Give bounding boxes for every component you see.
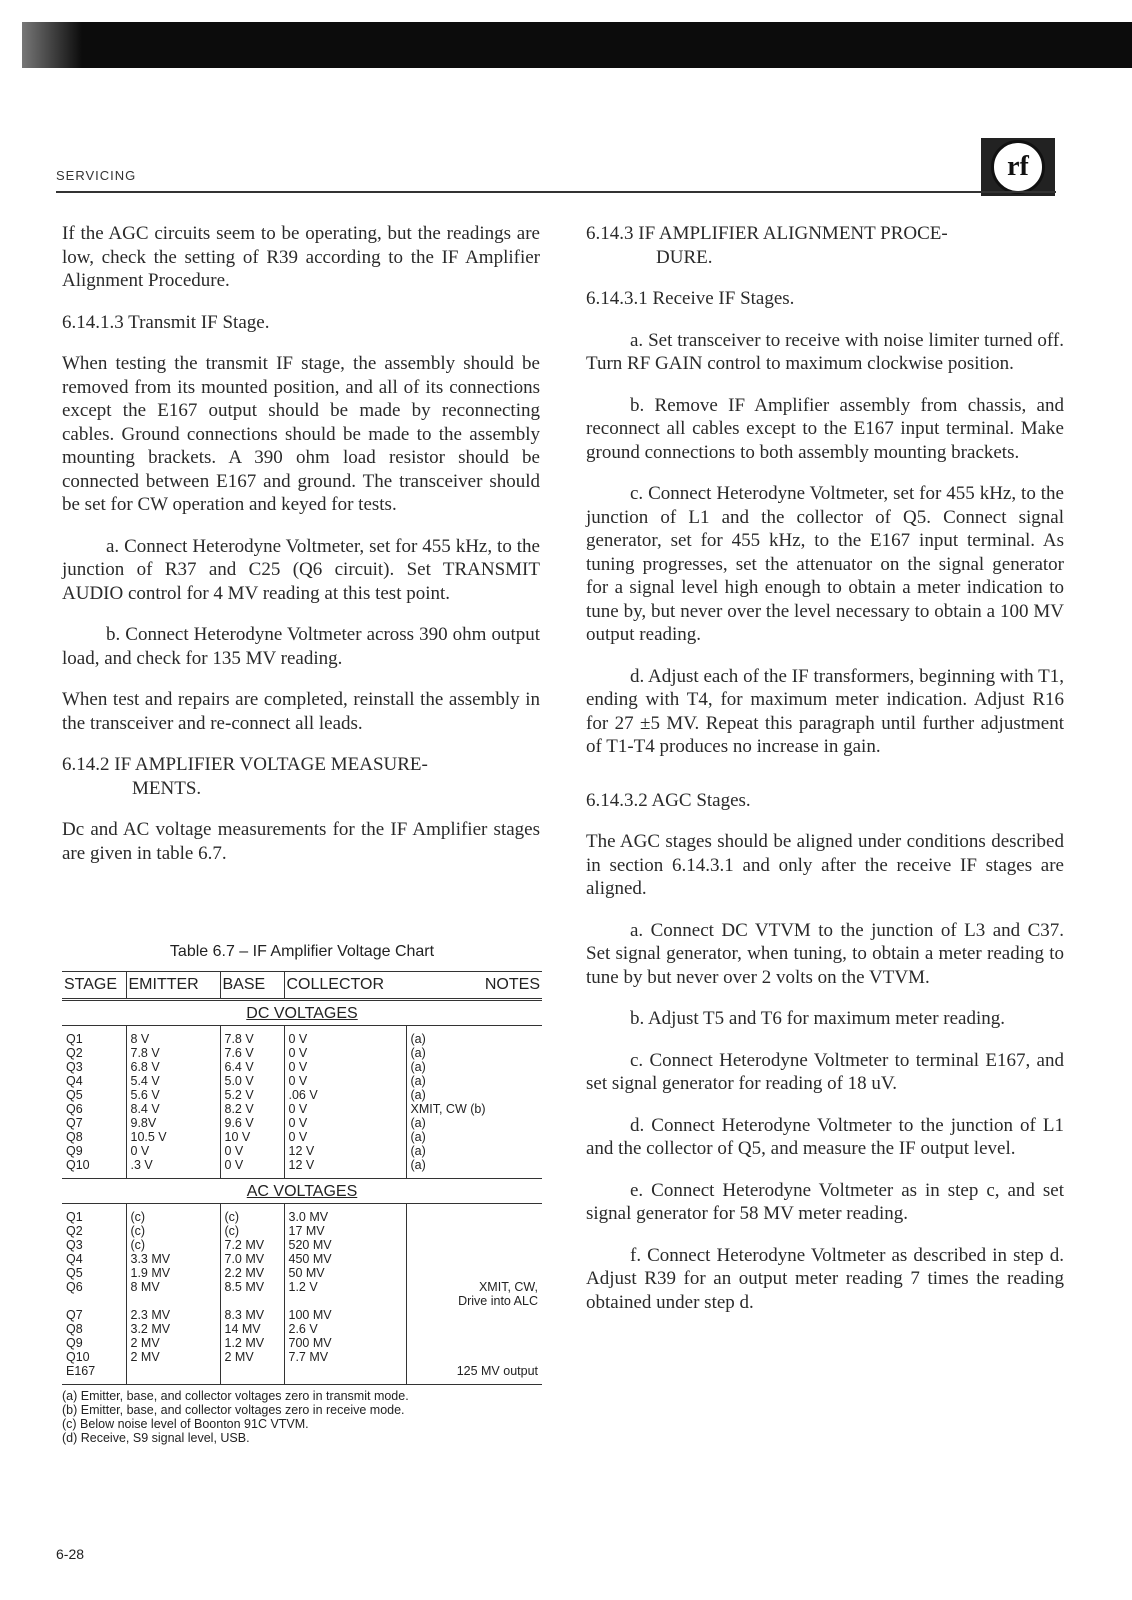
- subsection-heading: 6.14.3.1 Receive IF Stages.: [586, 288, 795, 309]
- collector-cell: 3.0 MV: [284, 1204, 406, 1225]
- collector-cell: 450 MV: [284, 1252, 406, 1266]
- base-cell: 2.2 MV: [220, 1266, 284, 1280]
- collector-cell: 0 V: [284, 1130, 406, 1144]
- ac-voltages-title: AC VOLTAGES: [62, 1179, 542, 1204]
- base-cell: [220, 1364, 284, 1385]
- stage-cell: Q2: [66, 1224, 83, 1238]
- stage-cell: [62, 1294, 126, 1308]
- table-row: [62, 1046, 542, 1060]
- collector-cell: 7.7 MV: [284, 1350, 406, 1364]
- base-cell: 7.0 MV: [220, 1252, 284, 1266]
- base-cell: 8.3 MV: [220, 1308, 284, 1322]
- emitter-cell: 8 MV: [126, 1280, 220, 1294]
- emitter-cell: [126, 1364, 220, 1385]
- collector-cell: 700 MV: [284, 1336, 406, 1350]
- table-row: [62, 1088, 542, 1102]
- base-cell: [220, 1294, 284, 1308]
- notes-cell: (a): [406, 1026, 542, 1047]
- emitter-cell: .3 V: [126, 1158, 220, 1179]
- collector-cell: 0 V: [284, 1116, 406, 1130]
- collector-cell: 0 V: [284, 1046, 406, 1060]
- collector-cell: 12 V: [284, 1158, 406, 1179]
- notes-cell: [406, 1350, 542, 1364]
- table-row: [62, 1130, 542, 1144]
- section-heading: [586, 222, 1064, 269]
- base-cell: 0 V: [220, 1144, 284, 1158]
- base-cell: 5.2 V: [220, 1088, 284, 1102]
- stage-cell: Q1: [66, 1032, 83, 1046]
- collector-cell: [284, 1364, 406, 1385]
- emitter-cell: (c): [126, 1238, 220, 1252]
- table-row: [62, 1074, 542, 1088]
- table-caption: Table 6.7 – IF Amplifier Voltage Chart: [169, 943, 435, 960]
- step-a: a. Connect DC VTVM to the junction of L3 and C37. Set signal generator, when tuning, to obtain a meter reading to tune by but never over 2 volts on the VTVM.: [586, 919, 1064, 988]
- heading-line-1: 6.14.3 IF AMPLIFIER ALIGNMENT PROCE-: [586, 223, 948, 244]
- heading-line-2: MENTS.: [132, 777, 202, 799]
- stage-cell: Q4: [66, 1074, 83, 1088]
- base-cell: 7.6 V: [220, 1046, 284, 1060]
- heading-line-2: DURE.: [656, 246, 713, 268]
- stage-cell: Q1: [66, 1210, 83, 1224]
- emitter-cell: (c): [126, 1224, 220, 1238]
- notes-cell: (a): [406, 1060, 542, 1074]
- notes-cell: (a): [406, 1130, 542, 1144]
- notes-cell: XMIT, CW,: [406, 1280, 542, 1294]
- table-row: [62, 1322, 542, 1336]
- emitter-cell: 6.8 V: [126, 1060, 220, 1074]
- notes-cell: [406, 1308, 542, 1322]
- emitter-cell: 0 V: [126, 1144, 220, 1158]
- stage-cell: Q8: [66, 1130, 83, 1144]
- base-cell: 10 V: [220, 1130, 284, 1144]
- collector-cell: .06 V: [284, 1088, 406, 1102]
- stage-cell: Q7: [66, 1116, 83, 1130]
- notes-cell: XMIT, CW (b): [406, 1102, 542, 1116]
- collector-cell: 100 MV: [284, 1308, 406, 1322]
- notes-cell: [406, 1238, 542, 1252]
- stage-cell: Q9: [66, 1336, 83, 1350]
- emitter-cell: 9.8V: [126, 1116, 220, 1130]
- stage-cell: Q6: [66, 1280, 83, 1294]
- step-b: b. Adjust T5 and T6 for maximum meter reading.: [630, 1008, 1006, 1029]
- collector-cell: 17 MV: [284, 1224, 406, 1238]
- stage-cell: E167: [62, 1364, 126, 1385]
- emitter-cell: 7.8 V: [126, 1046, 220, 1060]
- notes-cell: (a): [406, 1046, 542, 1060]
- notes-cell: (a): [406, 1074, 542, 1088]
- stage-cell: Q8: [66, 1322, 83, 1336]
- table-row: [62, 1280, 542, 1294]
- subsection-heading: 6.14.1.3 Transmit IF Stage.: [62, 311, 270, 333]
- page-number: 6-28: [56, 1546, 85, 1562]
- table-row: [62, 1308, 542, 1322]
- table-row: [62, 1116, 542, 1130]
- stage-cell: Q5: [66, 1266, 83, 1280]
- base-cell: 8.5 MV: [220, 1280, 284, 1294]
- table-row: [62, 1364, 542, 1385]
- collector-cell: 0 V: [284, 1074, 406, 1088]
- stage-cell: Q7: [66, 1308, 83, 1322]
- footnote: (b) Emitter, base, and collector voltages zero in receive mode.: [62, 1403, 405, 1417]
- header-bar-fade: [22, 22, 82, 68]
- emitter-cell: 1.9 MV: [126, 1266, 220, 1280]
- section-heading: [62, 753, 540, 800]
- collector-cell: 520 MV: [284, 1238, 406, 1252]
- collector-cell: 0 V: [284, 1060, 406, 1074]
- subsection-heading: 6.14.3.2 AGC Stages.: [586, 789, 751, 811]
- stage-cell: Q3: [66, 1238, 83, 1252]
- table-row: [62, 1350, 542, 1364]
- header-notes: NOTES: [406, 972, 542, 1000]
- base-cell: 14 MV: [220, 1322, 284, 1336]
- right-column: [586, 222, 1064, 1332]
- header-base: BASE: [220, 972, 284, 1000]
- voltage-table: [62, 971, 542, 1385]
- table-row: [62, 1102, 542, 1116]
- table-row: [62, 1266, 542, 1280]
- step-c: c. Connect Heterodyne Voltmeter to terminal E167, and set signal generator for reading of 18 uV.: [586, 1049, 1064, 1094]
- table-row: [62, 1252, 542, 1266]
- step-a: a. Set transceiver to receive with noise limiter turned off. Turn RF GAIN control to maximum clockwise position.: [586, 329, 1064, 374]
- paragraph: When testing the transmit IF stage, the assembly should be removed from its mounted position, and all of its connections except the E167 output should be made by reconnecting cables. Ground connections should be made to the assembly mounting brackets. A 390 ohm load resistor should be connected between E167 and ground. The transceiver should be set for CW operation and keyed for tests.: [62, 353, 540, 515]
- header-emitter: EMITTER: [126, 972, 220, 1000]
- step-e: e. Connect Heterodyne Voltmeter as in step c, and set signal generator for 58 MV meter reading.: [586, 1179, 1064, 1224]
- base-cell: 1.2 MV: [220, 1336, 284, 1350]
- table-row: [62, 1224, 542, 1238]
- table-row: [62, 1060, 542, 1074]
- left-column: [62, 222, 540, 883]
- base-cell: (c): [220, 1224, 284, 1238]
- paragraph: When test and repairs are completed, reinstall the assembly in the transceiver and re-connect all leads.: [62, 689, 540, 734]
- collector-cell: 0 V: [284, 1102, 406, 1116]
- collector-cell: 1.2 V: [284, 1280, 406, 1294]
- footnote: (a) Emitter, base, and collector voltages zero in transmit mode.: [62, 1389, 409, 1403]
- stage-cell: Q9: [66, 1144, 83, 1158]
- notes-cell: (a): [406, 1116, 542, 1130]
- step-d: d. Connect Heterodyne Voltmeter to the junction of L1 and the collector of Q5, and measure the IF output level.: [586, 1114, 1064, 1159]
- notes-cell: [406, 1322, 542, 1336]
- emitter-cell: 3.2 MV: [126, 1322, 220, 1336]
- base-cell: (c): [220, 1204, 284, 1225]
- table-row: [62, 1026, 542, 1047]
- notes-cell: 125 MV output: [406, 1364, 542, 1385]
- stage-cell: Q6: [66, 1102, 83, 1116]
- emitter-cell: 5.6 V: [126, 1088, 220, 1102]
- notes-cell: [406, 1252, 542, 1266]
- base-cell: 8.2 V: [220, 1102, 284, 1116]
- emitter-cell: 8.4 V: [126, 1102, 220, 1116]
- base-cell: 7.8 V: [220, 1026, 284, 1047]
- voltage-chart: [62, 943, 542, 1445]
- header-rule: [56, 191, 1056, 193]
- notes-cell: (a): [406, 1088, 542, 1102]
- paragraph: If the AGC circuits seem to be operating, but the readings are low, check the setting of R39 according to the IF Amplifier Alignment Procedure.: [62, 223, 540, 291]
- paragraph: Dc and AC voltage measurements for the IF Amplifier stages are given in table 6.7.: [62, 819, 540, 864]
- emitter-cell: (c): [126, 1204, 220, 1225]
- collector-cell: [284, 1294, 406, 1308]
- step-d: d. Adjust each of the IF transformers, beginning with T1, ending with T4, for maximum meter indication. Adjust R16 for 27 ±5 MV. Repeat this paragraph until further adjustment of T1-T4 produces no increase in gain.: [586, 665, 1064, 757]
- table-row: [62, 1158, 542, 1179]
- step-b: b. Remove IF Amplifier assembly from chassis, and reconnect all cables except to the E167 input terminal. Make ground connections to both assembly mounting brackets.: [586, 394, 1064, 463]
- collector-cell: 12 V: [284, 1144, 406, 1158]
- stage-cell: Q3: [66, 1060, 83, 1074]
- heading-line-1: 6.14.2 IF AMPLIFIER VOLTAGE MEASURE-: [62, 754, 428, 775]
- notes-cell: [406, 1266, 542, 1280]
- emitter-cell: 2 MV: [126, 1350, 220, 1364]
- stage-cell: Q5: [66, 1088, 83, 1102]
- notes-cell: Drive into ALC: [406, 1294, 542, 1308]
- notes-cell: [406, 1204, 542, 1225]
- table-row: [62, 1204, 542, 1225]
- step-b: b. Connect Heterodyne Voltmeter across 390 ohm output load, and check for 135 MV reading.: [62, 624, 540, 669]
- logo-text: rf: [991, 140, 1045, 194]
- emitter-cell: 2.3 MV: [126, 1308, 220, 1322]
- notes-cell: (a): [406, 1158, 542, 1179]
- base-cell: 6.4 V: [220, 1060, 284, 1074]
- base-cell: 7.2 MV: [220, 1238, 284, 1252]
- base-cell: 5.0 V: [220, 1074, 284, 1088]
- collector-cell: 50 MV: [284, 1266, 406, 1280]
- stage-cell: Q10: [66, 1350, 90, 1364]
- stage-cell: Q4: [66, 1252, 83, 1266]
- paragraph: The AGC stages should be aligned under conditions described in section 6.14.3.1 and only after the receive IF stages are aligned.: [586, 831, 1064, 899]
- footnote: (c) Below noise level of Boonton 91C VTVM.: [62, 1417, 309, 1431]
- emitter-cell: 10.5 V: [126, 1130, 220, 1144]
- base-cell: 0 V: [220, 1158, 284, 1179]
- notes-cell: [406, 1336, 542, 1350]
- emitter-cell: 8 V: [126, 1026, 220, 1047]
- step-f: f. Connect Heterodyne Voltmeter as described in step d. Adjust R39 for an output meter reading 7 times the reading obtained under step d.: [586, 1244, 1064, 1313]
- dc-voltages-title: DC VOLTAGES: [62, 1000, 542, 1026]
- emitter-cell: 2 MV: [126, 1336, 220, 1350]
- table-row: [62, 1336, 542, 1350]
- section-label: SERVICING: [56, 168, 137, 183]
- table-row: [62, 1238, 542, 1252]
- rf-logo-icon: [981, 138, 1055, 196]
- emitter-cell: 5.4 V: [126, 1074, 220, 1088]
- notes-cell: (a): [406, 1144, 542, 1158]
- base-cell: 2 MV: [220, 1350, 284, 1364]
- footnote: (d) Receive, S9 signal level, USB.: [62, 1431, 250, 1445]
- stage-cell: Q2: [66, 1046, 83, 1060]
- collector-cell: 2.6 V: [284, 1322, 406, 1336]
- table-row: [62, 1144, 542, 1158]
- header-stage: STAGE: [62, 972, 126, 1000]
- emitter-cell: [126, 1294, 220, 1308]
- emitter-cell: 3.3 MV: [126, 1252, 220, 1266]
- notes-cell: [406, 1224, 542, 1238]
- collector-cell: 0 V: [284, 1026, 406, 1047]
- step-a: a. Connect Heterodyne Voltmeter, set for 455 kHz, to the junction of R37 and C25 (Q6 circuit). Set TRANSMIT AUDIO control for 4 MV reading at this test point.: [62, 535, 540, 604]
- stage-cell: Q10: [62, 1158, 126, 1179]
- table-footnotes: [62, 1389, 542, 1445]
- table-row: [62, 1294, 542, 1308]
- base-cell: 9.6 V: [220, 1116, 284, 1130]
- header-collector: COLLECTOR: [284, 972, 406, 1000]
- step-c: c. Connect Heterodyne Voltmeter, set for 455 kHz, to the junction of L1 and the collector of Q5. Connect signal generator, set for 455 kHz, to the E167 input terminal. As tuning progresses, set the attenuator on the signal generator for a signal level high enough to obtain a meter indication to tune by, but never over the level necessary to obtain a 100 MV output reading.: [586, 483, 1064, 645]
- header-bar: [22, 22, 1132, 68]
